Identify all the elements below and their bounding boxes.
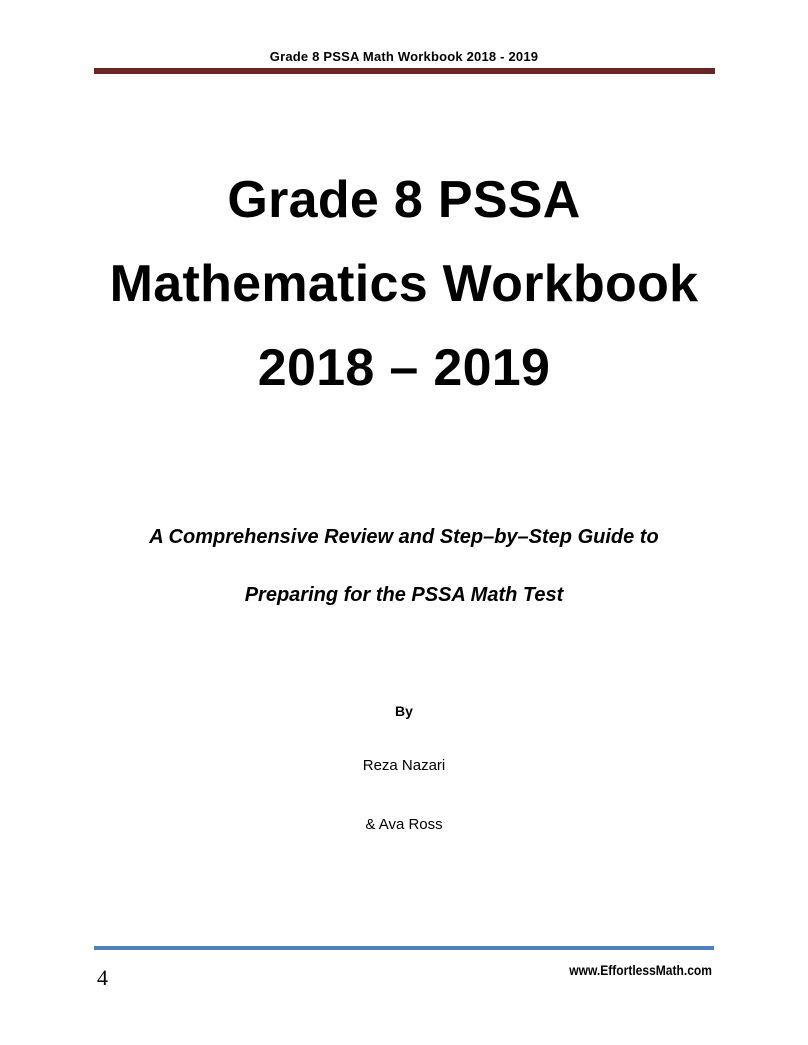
footer-rule	[94, 946, 714, 950]
title-line-1: Grade 8 PSSA	[227, 171, 581, 229]
author-name-1: Reza Nazari	[362, 757, 446, 774]
title-line-2: Mathematics Workbook	[109, 255, 699, 313]
subtitle-line-2: Preparing for the PSSA Math Test	[244, 584, 564, 606]
subtitle-line-1: A Comprehensive Review and Step–by–Step Guide to	[149, 526, 659, 548]
book-title	[0, 158, 808, 410]
title-line-3: 2018 – 2019	[257, 339, 551, 397]
header-rule	[94, 68, 715, 74]
author-name-2: & Ava Ross	[365, 816, 443, 833]
footer-website: www.EffortlessMath.com	[569, 962, 712, 978]
running-header: Grade 8 PSSA Math Workbook 2018 - 2019	[269, 49, 539, 64]
page-number: 4	[97, 965, 108, 990]
by-label: By	[395, 703, 413, 719]
